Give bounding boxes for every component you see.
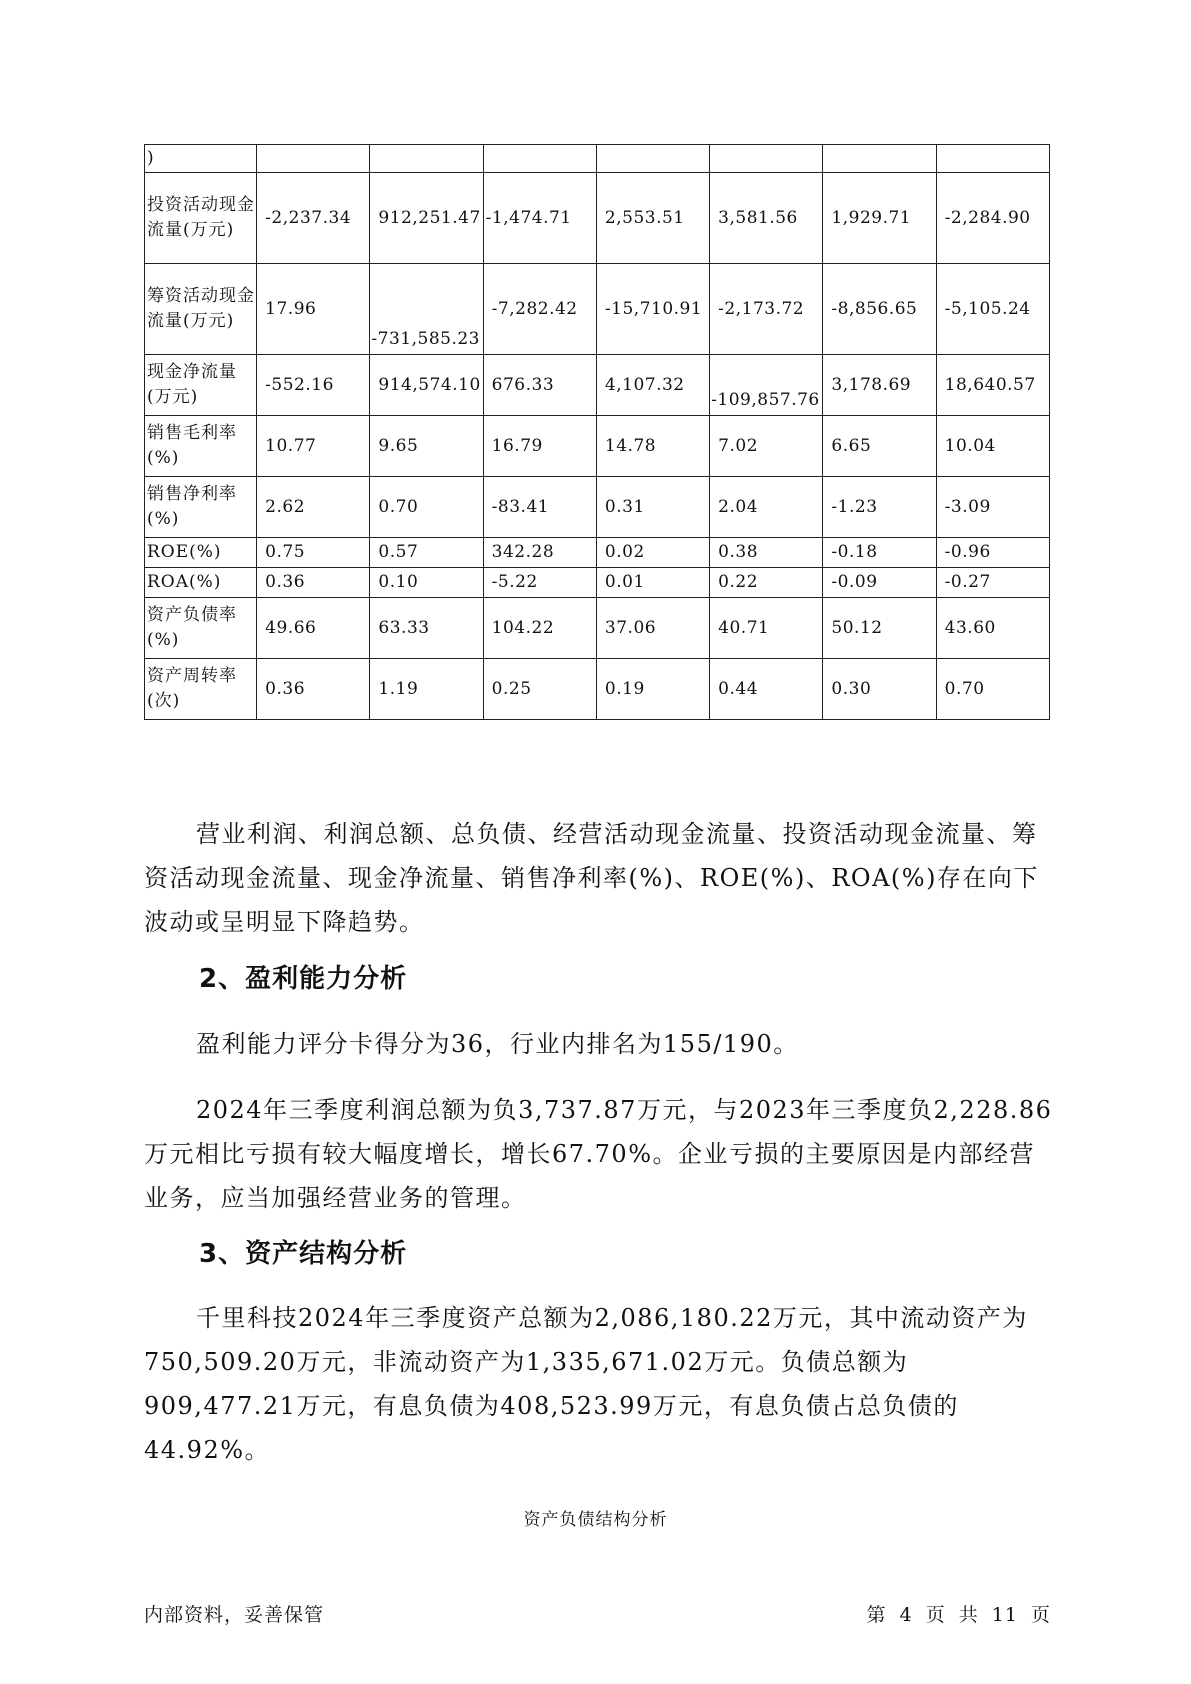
table-row xyxy=(145,145,1050,173)
table-cell: 0.10 xyxy=(370,568,483,598)
table-cell: 9.65 xyxy=(370,416,483,477)
row-label: 销售毛利率(%) xyxy=(145,416,257,477)
table-cell: 3,581.56 xyxy=(710,173,823,264)
table-cell: 16.79 xyxy=(483,416,596,477)
row-label: ROE(%) xyxy=(145,538,257,568)
table-cell: -552.16 xyxy=(257,355,370,416)
row-label: 资产周转率(次) xyxy=(145,659,257,720)
table-cell: 0.30 xyxy=(823,659,936,720)
table-cell: 0.19 xyxy=(596,659,709,720)
table-row xyxy=(145,477,1050,538)
table-cell: 37.06 xyxy=(596,598,709,659)
table-cell: 0.70 xyxy=(936,659,1049,720)
table-cell: -731,585.23 xyxy=(370,264,483,355)
table-cell: -0.18 xyxy=(823,538,936,568)
table-row xyxy=(145,355,1050,416)
table-cell: 0.38 xyxy=(710,538,823,568)
table-cell: 0.36 xyxy=(257,568,370,598)
table-cell xyxy=(370,145,483,173)
footer-page-number: 第 4 页 共 11 页 xyxy=(866,1604,1051,1626)
table-row xyxy=(145,538,1050,568)
table-cell: -83.41 xyxy=(483,477,596,538)
table-cell: 104.22 xyxy=(483,598,596,659)
table-cell: 7.02 xyxy=(710,416,823,477)
table-cell: 912,251.47 xyxy=(370,173,483,264)
table-cell: 0.75 xyxy=(257,538,370,568)
table-cell: -15,710.91 xyxy=(596,264,709,355)
table-cell: 914,574.10 xyxy=(370,355,483,416)
table-cell: 10.77 xyxy=(257,416,370,477)
table-cell: 0.22 xyxy=(710,568,823,598)
table-cell xyxy=(483,145,596,173)
table-cell xyxy=(257,145,370,173)
profit-analysis-paragraph: 2024年三季度利润总额为负3,737.87万元，与2023年三季度负2,228.86万元相比亏损有较大幅度增长，增长67.70%。企业亏损的主要原因是内部经营业务，应当加强经营业务的管理。 xyxy=(144,1096,1053,1212)
table-row xyxy=(145,598,1050,659)
table-cell: 0.44 xyxy=(710,659,823,720)
table-cell: 0.57 xyxy=(370,538,483,568)
table-cell: -2,284.90 xyxy=(936,173,1049,264)
row-label: 现金净流量(万元) xyxy=(145,355,257,416)
table-cell: 40.71 xyxy=(710,598,823,659)
table-cell: -0.96 xyxy=(936,538,1049,568)
table-cell: 676.33 xyxy=(483,355,596,416)
table-cell: -3.09 xyxy=(936,477,1049,538)
table-cell: -1,474.71 xyxy=(483,173,596,264)
row-label: 销售净利率(%) xyxy=(145,477,257,538)
table-cell: 0.25 xyxy=(483,659,596,720)
table-cell: -7,282.42 xyxy=(483,264,596,355)
profitability-score-text: 盈利能力评分卡得分为36，行业内排名为155/190。 xyxy=(196,1030,799,1058)
section-heading-profitability: 2、盈利能力分析 xyxy=(199,964,408,994)
table-cell: 2.04 xyxy=(710,477,823,538)
table-cell: -8,856.65 xyxy=(823,264,936,355)
table-cell: 2.62 xyxy=(257,477,370,538)
table-cell: 0.02 xyxy=(596,538,709,568)
table-cell: 10.04 xyxy=(936,416,1049,477)
table-cell: 49.66 xyxy=(257,598,370,659)
table-cell: -5,105.24 xyxy=(936,264,1049,355)
table-cell xyxy=(596,145,709,173)
table-cell: 4,107.32 xyxy=(596,355,709,416)
asset-structure-paragraph: 千里科技2024年三季度资产总额为2,086,180.22万元，其中流动资产为750,509.20万元，非流动资产为1,335,671.02万元。负债总额为909,477.21万元，有息负债为408,523.99万元，有息负债占总负债的44.92%。 xyxy=(144,1304,1028,1464)
row-label: ) xyxy=(145,145,257,173)
section-heading-asset-structure: 3、资产结构分析 xyxy=(199,1239,408,1269)
trend-paragraph: 营业利润、利润总额、总负债、经营活动现金流量、投资活动现金流量、筹资活动现金流量、现金净流量、销售净利率(%)、ROE(%)、ROA(%)存在向下波动或呈明显下降趋势。 xyxy=(144,820,1039,936)
table-cell: 1,929.71 xyxy=(823,173,936,264)
row-label: 筹资活动现金流量(万元) xyxy=(145,264,257,355)
figure-caption: 资产负债结构分析 xyxy=(523,1510,668,1530)
table-cell: -0.09 xyxy=(823,568,936,598)
financial-indicators-table xyxy=(144,144,1050,720)
table-cell: -0.27 xyxy=(936,568,1049,598)
table-cell: 43.60 xyxy=(936,598,1049,659)
table-cell: 50.12 xyxy=(823,598,936,659)
row-label: 投资活动现金流量(万元) xyxy=(145,173,257,264)
footer-confidential-note: 内部资料，妥善保管 xyxy=(144,1604,325,1626)
table-cell: 0.01 xyxy=(596,568,709,598)
table-cell: 3,178.69 xyxy=(823,355,936,416)
table-cell: -1.23 xyxy=(823,477,936,538)
table-cell xyxy=(710,145,823,173)
table-cell xyxy=(936,145,1049,173)
table-cell: 1.19 xyxy=(370,659,483,720)
table-cell: -5.22 xyxy=(483,568,596,598)
table-row xyxy=(145,659,1050,720)
table-cell xyxy=(823,145,936,173)
table-cell: 14.78 xyxy=(596,416,709,477)
table-cell: 6.65 xyxy=(823,416,936,477)
row-label: ROA(%) xyxy=(145,568,257,598)
table-cell: 0.36 xyxy=(257,659,370,720)
table-cell: -2,237.34 xyxy=(257,173,370,264)
table-row xyxy=(145,416,1050,477)
table-cell: -2,173.72 xyxy=(710,264,823,355)
table-cell: 0.31 xyxy=(596,477,709,538)
table-cell: -109,857.76 xyxy=(710,355,823,416)
table-row xyxy=(145,264,1050,355)
row-label: 资产负债率(%) xyxy=(145,598,257,659)
table-row xyxy=(145,568,1050,598)
table-cell: 2,553.51 xyxy=(596,173,709,264)
table-cell: 342.28 xyxy=(483,538,596,568)
table-cell: 17.96 xyxy=(257,264,370,355)
table-row xyxy=(145,173,1050,264)
table-cell: 63.33 xyxy=(370,598,483,659)
table-cell: 18,640.57 xyxy=(936,355,1049,416)
table-cell: 0.70 xyxy=(370,477,483,538)
